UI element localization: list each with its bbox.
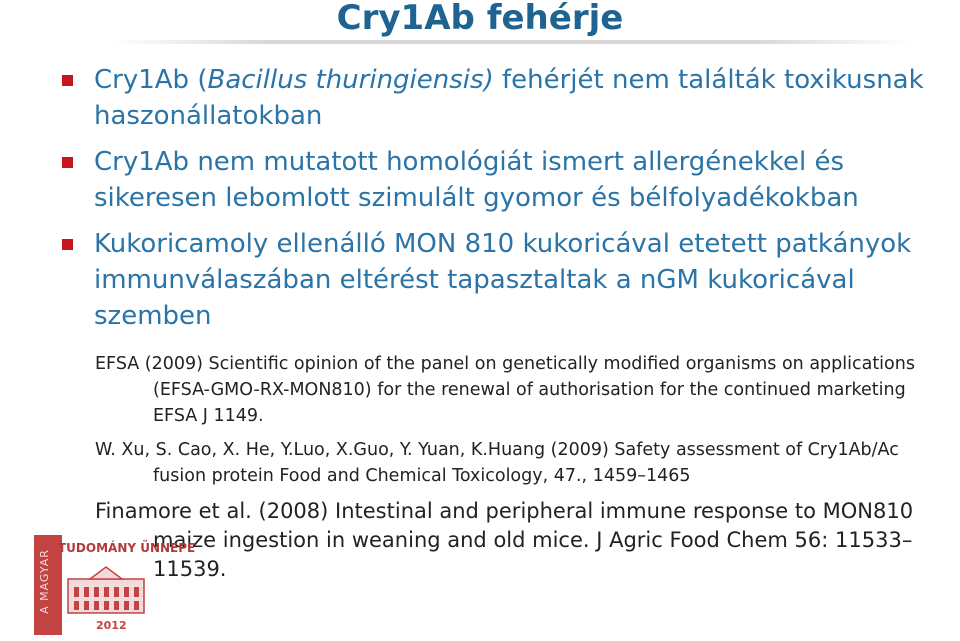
- event-logo: [34, 535, 196, 635]
- bullet-item-1: [62, 62, 942, 134]
- academy-building-icon: [66, 557, 146, 615]
- slide-title: Cry1Ab fehérje: [336, 0, 624, 38]
- bullet-item-3: [62, 226, 942, 334]
- square-bullet-icon: [62, 75, 73, 86]
- reference-xu: W. Xu, S. Cao, X. He, Y.Luo, X.Guo, Y. Yuan, K.Huang (2009) Safety assessment of Cry1Ab/Ac fusion protein Food and Chemical Toxicology, 47., 1459–1465: [95, 440, 899, 486]
- bullet-2-text: Cry1Ab nem mutatott homológiát ismert allergénekkel és sikeresen lebomlott szimulált gyomor és bélfolyadékokban: [94, 147, 859, 213]
- bullet-1-text-post: fehérjét nem találták toxikusnak haszonállatokban: [94, 65, 924, 131]
- reference-efsa: EFSA (2009) Scientific opinion of the panel on genetically modified organisms on applications (EFSA-GMO-RX-MON810) for the renewal of authorisation for the continued marketing EFSA J 1149.: [95, 354, 915, 426]
- logo-year: 2012: [96, 619, 127, 632]
- bullet-1-text-pre: Cry1Ab (: [94, 65, 208, 95]
- bullet-list: [62, 62, 942, 340]
- logo-side-text: A MAGYAR: [37, 549, 51, 614]
- square-bullet-icon: [62, 239, 73, 250]
- title-underline: [112, 40, 912, 44]
- bullet-1-text-italic: Bacillus thuringiensis): [207, 65, 494, 95]
- reference-finamore: Finamore et al. (2008) Intestinal and peripheral immune response to MON810 maize ingestion in weaning and old mice. J Agric Food Chem 56: 11533–11539.: [95, 499, 914, 581]
- bullet-3-text: Kukoricamoly ellenálló MON 810 kukoricával etetett patkányok immunválaszában eltérést tapasztaltak a nGM kukoricával szemben: [94, 229, 912, 331]
- bullet-item-2: [62, 144, 942, 216]
- square-bullet-icon: [62, 157, 73, 168]
- references: [95, 351, 955, 592]
- logo-title: TUDOMÁNY ÜNNEPE: [58, 541, 196, 555]
